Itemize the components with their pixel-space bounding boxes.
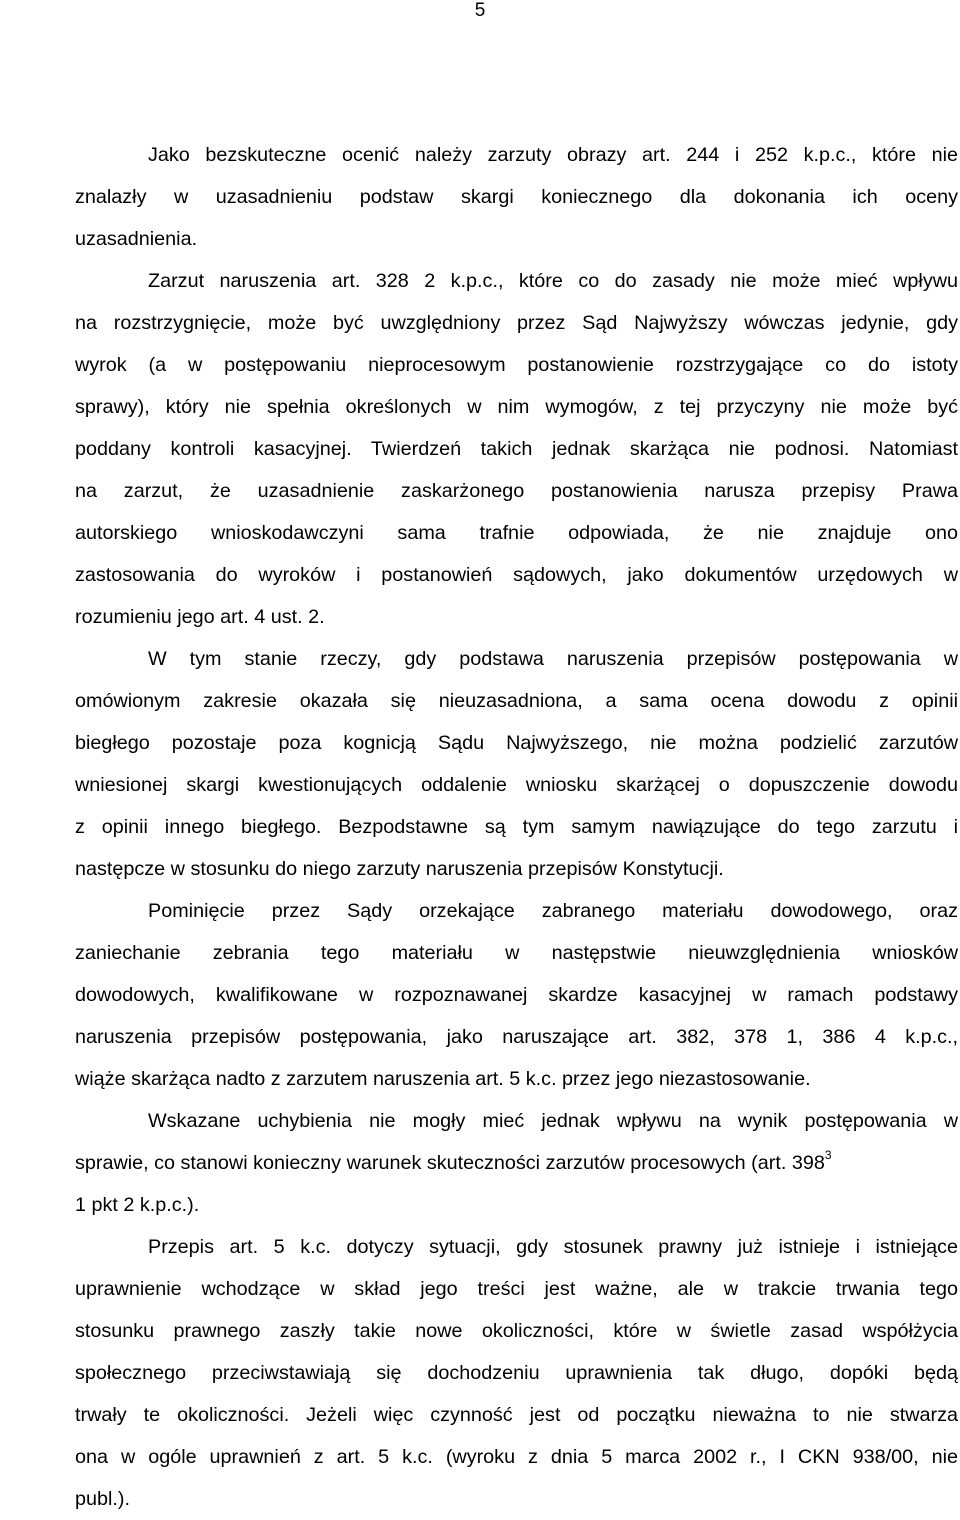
text-line: uzasadnienia. [75, 228, 198, 250]
text-line: znalazły w uzasadnieniu podstaw skargi koniecznego dla dokonania ich oceny [75, 186, 958, 208]
text-line: dowodowych, kwalifikowane w rozpoznawanej skardze kasacyjnej w ramach podstawy [75, 984, 958, 1006]
text-line: Wskazane uchybienia nie mogły mieć jednak wpływu na wynik postępowania w [148, 1110, 958, 1132]
text-line: Przepis art. 5 k.c. dotyczy sytuacji, gdy stosunek prawny już istnieje i istniejące [148, 1236, 958, 1258]
text-line: na rozstrzygnięcie, może być uwzględniony przez Sąd Najwyższy wówczas jedynie, gdy [75, 312, 958, 334]
text-line: poddany kontroli kasacyjnej. Twierdzeń takich jednak skarżąca nie podnosi. Natomiast [75, 438, 958, 460]
text-line: biegłego pozostaje poza kognicją Sądu Najwyższego, nie można podzielić zarzutów [75, 732, 958, 754]
text-line: wiąże skarżąca nadto z zarzutem naruszenia art. 5 k.c. przez jego niezastosowanie. [75, 1068, 811, 1090]
text-line: publ.). [75, 1488, 130, 1510]
text-line: wyrok (a w postępowaniu nieprocesowym postanowienie rozstrzygające co do istoty [75, 354, 958, 376]
superscript: 3 [824, 1148, 832, 1162]
text-line: Zarzut naruszenia art. 328 2 k.p.c., które co do zasady nie może mieć wpływu [148, 270, 958, 292]
text-line: na zarzut, że uzasadnienie zaskarżonego postanowienia narusza przepisy Prawa [75, 480, 958, 502]
text-line: następcze w stosunku do niego zarzuty naruszenia przepisów Konstytucji. [75, 858, 724, 880]
text-line: z opinii innego biegłego. Bezpodstawne są tym samym nawiązujące do tego zarzutu i [75, 816, 958, 838]
paragraph-5 [2, 1100, 958, 1226]
text-line: 1 pkt 2 k.p.c.). [75, 1194, 200, 1216]
text-line: zaniechanie zebrania tego materiału w następstwie nieuwzględnienia wniosków [75, 942, 958, 964]
text-line: uprawnienie wchodzące w skład jego treści jest ważne, ale w trakcie trwania tego [75, 1278, 958, 1300]
paragraph-2 [2, 260, 958, 638]
text-line: zastosowania do wyroków i postanowień sądowych, jako dokumentów urzędowych w [75, 564, 958, 586]
text-line: W tym stanie rzeczy, gdy podstawa naruszenia przepisów postępowania w [148, 648, 958, 670]
text-line: ona w ogóle uprawnień z art. 5 k.c. (wyroku z dnia 5 marca 2002 r., I CKN 938/00, nie [75, 1446, 958, 1468]
text-line: trwały te okoliczności. Jeżeli więc czynność jest od początku nieważna to nie stwarza [75, 1404, 958, 1426]
text-line: sprawy), który nie spełnia określonych w nim wymogów, z tej przyczyny nie może być [75, 396, 958, 418]
text-line: omówionym zakresie okazała się nieuzasadniona, a sama ocena dowodu z opinii [75, 690, 958, 712]
text-line-with-superscript [2, 1142, 958, 1184]
document-body [2, 134, 958, 1520]
text-line: sprawie, co stanowi konieczny warunek skuteczności zarzutów procesowych (art. 398 [75, 1152, 825, 1174]
text-line: Jako bezskuteczne ocenić należy zarzuty obrazy art. 244 i 252 k.p.c., które nie [148, 144, 958, 166]
text-line: wniesionej skargi kwestionujących oddalenie wniosku skarżącej o dopuszczenie dowodu [75, 774, 958, 796]
text-line: naruszenia przepisów postępowania, jako naruszające art. 382, 378 1, 386 4 k.p.c., [75, 1026, 958, 1048]
text-line: społecznego przeciwstawiają się dochodzeniu uprawnienia tak długo, dopóki będą [75, 1362, 958, 1384]
text-line: stosunku prawnego zaszły takie nowe okoliczności, które w świetle zasad współżycia [75, 1320, 958, 1342]
page-number: 5 [474, 0, 486, 21]
paragraph-4 [2, 890, 958, 1100]
text-line: rozumieniu jego art. 4 ust. 2. [75, 606, 325, 628]
text-line: Pominięcie przez Sądy orzekające zabranego materiału dowodowego, oraz [148, 900, 958, 922]
text-line: autorskiego wnioskodawczyni sama trafnie odpowiada, że nie znajduje ono [75, 522, 958, 544]
paragraph-3 [2, 638, 958, 890]
paragraph-1 [2, 134, 958, 260]
paragraph-6 [2, 1226, 958, 1520]
